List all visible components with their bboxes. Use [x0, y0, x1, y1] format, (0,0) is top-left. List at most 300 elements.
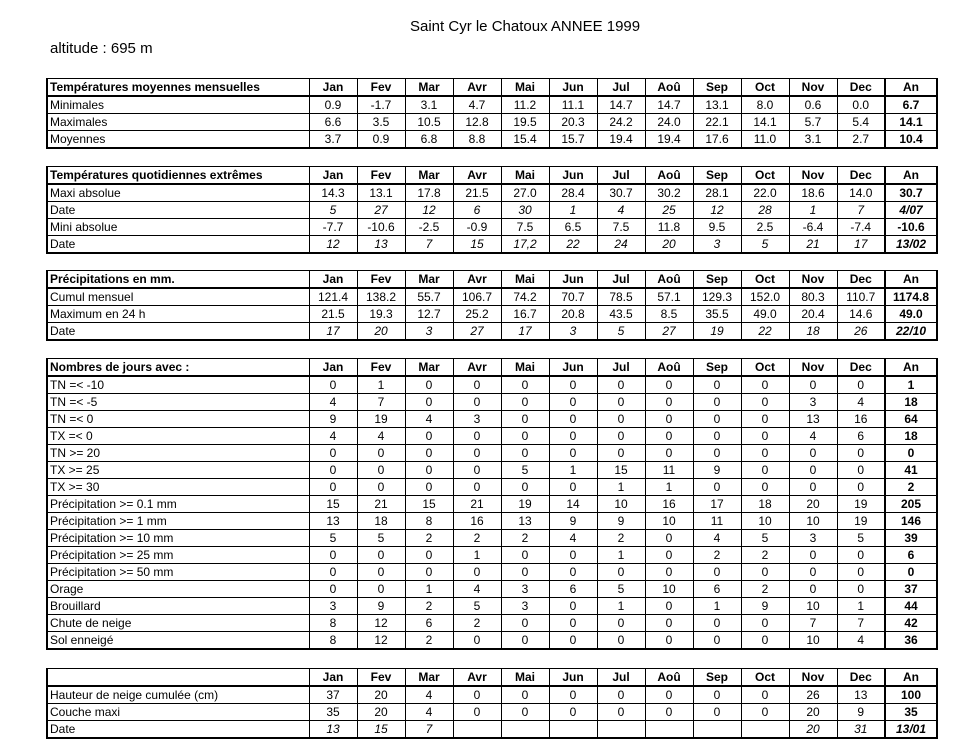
table-cell: 41 [885, 462, 937, 479]
table-cell: 78.5 [597, 288, 645, 306]
table-cell: 11 [693, 513, 741, 530]
column-header: Mai [501, 359, 549, 377]
table-cell: 0 [453, 479, 501, 496]
table-cell: 25 [645, 202, 693, 219]
table-cell: 0 [501, 479, 549, 496]
column-header: Mar [405, 359, 453, 377]
row-label: Maximum en 24 h [47, 306, 309, 323]
table-row [47, 513, 937, 530]
row-label: Chute de neige [47, 615, 309, 632]
table-cell: 0 [501, 428, 549, 445]
table-cell: 80.3 [789, 288, 837, 306]
table-cell: 4 [357, 428, 405, 445]
table-cell: 7 [405, 721, 453, 739]
table-cell: 22 [549, 236, 597, 254]
column-header: Mar [405, 167, 453, 185]
table-cell: 0 [309, 445, 357, 462]
table-row [47, 564, 937, 581]
column-header: Jun [549, 669, 597, 687]
table-cell: 9 [597, 513, 645, 530]
table-cell: 8 [309, 632, 357, 650]
table-header-row [47, 271, 937, 289]
table-cell: 0 [309, 547, 357, 564]
table-cell: 20 [357, 323, 405, 341]
table-cell: 20 [357, 686, 405, 704]
table-cell: 0 [549, 686, 597, 704]
table-cell: 13.1 [357, 184, 405, 202]
table-cell: 0 [693, 615, 741, 632]
table-cell: 0 [837, 376, 885, 394]
table-cell: 0.9 [309, 96, 357, 114]
column-header: Sep [693, 359, 741, 377]
table-cell: 5 [453, 598, 501, 615]
row-label: Date [47, 721, 309, 739]
table-cell: 17 [693, 496, 741, 513]
table-cell: 14.6 [837, 306, 885, 323]
table-cell: 64 [885, 411, 937, 428]
table-cell: 0 [693, 445, 741, 462]
table-cell: 0 [645, 411, 693, 428]
table-cell: 11.2 [501, 96, 549, 114]
table-cell: 16.7 [501, 306, 549, 323]
table-cell: 1 [885, 376, 937, 394]
table-cell: 35 [309, 704, 357, 721]
table-cell: 5 [309, 202, 357, 219]
table-cell: 0 [453, 632, 501, 650]
table-cell: 0 [789, 479, 837, 496]
table-cell: 2 [741, 547, 789, 564]
table-cell: 10 [645, 513, 693, 530]
table-cell: 18 [885, 428, 937, 445]
table-cell: 27 [357, 202, 405, 219]
column-header: Aoû [645, 669, 693, 687]
table-cell: 7 [837, 202, 885, 219]
table-cell: 5.7 [789, 114, 837, 131]
table-cell: 15.4 [501, 131, 549, 149]
table-cell: 1174.8 [885, 288, 937, 306]
table-cell: 26 [789, 686, 837, 704]
table-cell [597, 721, 645, 739]
table-cell: 0 [357, 564, 405, 581]
table-cell: 28.1 [693, 184, 741, 202]
table-cell: 21 [789, 236, 837, 254]
column-header: Fev [357, 669, 405, 687]
row-label: Date [47, 323, 309, 341]
table-cell: 6 [405, 615, 453, 632]
table-cell: 0 [741, 394, 789, 411]
table-row [47, 496, 937, 513]
table-cell: 19 [693, 323, 741, 341]
table-cell: 3 [405, 323, 453, 341]
table-cell: 12 [405, 202, 453, 219]
column-header: Fev [357, 359, 405, 377]
table-cell: 37 [309, 686, 357, 704]
column-header: Aoû [645, 271, 693, 289]
table-cell: 0 [501, 376, 549, 394]
table-cell: 0 [549, 564, 597, 581]
table-cell: 0 [453, 445, 501, 462]
table-cell: 0 [597, 376, 645, 394]
table-cell: 0 [453, 564, 501, 581]
table-cell: 1 [597, 598, 645, 615]
table-cell: 1 [693, 598, 741, 615]
table-cell: 0 [309, 462, 357, 479]
table-cell: 7 [405, 236, 453, 254]
table-cell: 138.2 [357, 288, 405, 306]
table-cell [645, 721, 693, 739]
table-cell: 11.8 [645, 219, 693, 236]
table-cell: 0 [693, 686, 741, 704]
table-cell: 0 [357, 581, 405, 598]
altitude-label: altitude : 695 m [50, 40, 153, 57]
table-cell: 3 [501, 581, 549, 598]
table-cell: 2 [405, 530, 453, 547]
table-cell: 26 [837, 323, 885, 341]
table-cell: 7 [789, 615, 837, 632]
table-cell: 14.1 [741, 114, 789, 131]
table-cell: 10 [789, 632, 837, 650]
page-title: Saint Cyr le Chatoux ANNEE 1999 [410, 18, 641, 35]
table-cell: 10 [789, 513, 837, 530]
table-cell: 17 [501, 323, 549, 341]
table-cell: 0 [741, 615, 789, 632]
table-cell: 0 [693, 428, 741, 445]
column-header: An [885, 359, 937, 377]
table-cell: 16 [645, 496, 693, 513]
section-title: Températures moyennes mensuelles [47, 79, 309, 97]
table-cell: 2 [405, 632, 453, 650]
row-label: Précipitation >= 1 mm [47, 513, 309, 530]
table-cell: 30.2 [645, 184, 693, 202]
table-cell: 20.4 [789, 306, 837, 323]
table-cell: 0 [741, 428, 789, 445]
row-label: TN =< -5 [47, 394, 309, 411]
table-row [47, 394, 937, 411]
table-cell: 0 [453, 394, 501, 411]
table-cell: 1 [549, 202, 597, 219]
row-label: Sol enneigé [47, 632, 309, 650]
table-cell: 0 [501, 547, 549, 564]
table-cell: 13/02 [885, 236, 937, 254]
table-cell: 5.4 [837, 114, 885, 131]
table-cell: 0 [741, 445, 789, 462]
table-header-row [47, 167, 937, 185]
table-cell: 3 [693, 236, 741, 254]
table-cell: 146 [885, 513, 937, 530]
table-cell: 0 [357, 547, 405, 564]
table-cell: 0 [309, 581, 357, 598]
table-cell: 0 [453, 704, 501, 721]
column-header: Fev [357, 79, 405, 97]
table-cell: -2.5 [405, 219, 453, 236]
table-cell: 0 [549, 394, 597, 411]
row-label: Précipitation >= 0.1 mm [47, 496, 309, 513]
row-label: TN =< -10 [47, 376, 309, 394]
table-cell: 2 [405, 598, 453, 615]
table-cell: 11.0 [741, 131, 789, 149]
table-cell: 0 [741, 479, 789, 496]
table-cell: 0 [597, 564, 645, 581]
table-cell: 0 [501, 564, 549, 581]
table-cell: 14.7 [645, 96, 693, 114]
table-row [47, 581, 937, 598]
section-title [47, 669, 309, 687]
table-cell: 0 [645, 445, 693, 462]
column-header: Nov [789, 359, 837, 377]
table-cell: 0 [501, 394, 549, 411]
table-cell: 13 [357, 236, 405, 254]
table-cell: 49.0 [885, 306, 937, 323]
table-row [47, 202, 937, 219]
table-cell: 15 [405, 496, 453, 513]
table-cell: 3.5 [357, 114, 405, 131]
table-row [47, 704, 937, 721]
table-cell: 0 [357, 445, 405, 462]
table-cell: 0 [405, 547, 453, 564]
table-row [47, 411, 937, 428]
table-cell: 70.7 [549, 288, 597, 306]
row-label: Moyennes [47, 131, 309, 149]
table-cell: 9 [741, 598, 789, 615]
table-cell: 13 [309, 513, 357, 530]
column-header: Nov [789, 271, 837, 289]
table-cell: 0 [597, 704, 645, 721]
table-cell: 12.7 [405, 306, 453, 323]
table-cell: 1 [405, 581, 453, 598]
column-header: Jan [309, 669, 357, 687]
table-cell: 4 [789, 428, 837, 445]
table-cell: 12 [357, 615, 405, 632]
table-cell: 18 [885, 394, 937, 411]
table-cell: 0 [549, 479, 597, 496]
table-cell: 22.0 [741, 184, 789, 202]
table-cell [693, 721, 741, 739]
table-row [47, 96, 937, 114]
table-cell: 18 [789, 323, 837, 341]
table-cell: 0 [645, 530, 693, 547]
column-header: Jan [309, 167, 357, 185]
table-cell: 3.1 [789, 131, 837, 149]
column-header: Jun [549, 271, 597, 289]
table-cell: 21.5 [309, 306, 357, 323]
table-cell: 12 [357, 632, 405, 650]
table-cell [549, 721, 597, 739]
table-cell: 15 [357, 721, 405, 739]
table-cell: 0 [645, 428, 693, 445]
table-cell: 44 [885, 598, 937, 615]
column-header: Aoû [645, 167, 693, 185]
table-cell: -7.7 [309, 219, 357, 236]
row-label: TX >= 30 [47, 479, 309, 496]
row-label: TX =< 0 [47, 428, 309, 445]
table-row [47, 445, 937, 462]
table-cell: 17.6 [693, 131, 741, 149]
table-cell: 8 [309, 615, 357, 632]
table-cell: 2 [453, 530, 501, 547]
column-header: Avr [453, 271, 501, 289]
row-label: TN =< 0 [47, 411, 309, 428]
table-cell: 129.3 [693, 288, 741, 306]
table-cell: 0 [789, 445, 837, 462]
table-cell: 0 [501, 704, 549, 721]
table-cell: 0 [741, 376, 789, 394]
table-cell: 27.0 [501, 184, 549, 202]
section-title: Températures quotidiennes extrêmes [47, 167, 309, 185]
table-cell: 0 [549, 704, 597, 721]
table-row [47, 306, 937, 323]
table-cell: 0 [549, 376, 597, 394]
table-cell: 2.7 [837, 131, 885, 149]
table-row [47, 598, 937, 615]
table-cell: 3 [501, 598, 549, 615]
table-cell: 2 [693, 547, 741, 564]
table-cell: 10 [597, 496, 645, 513]
table-cell: 0 [597, 632, 645, 650]
table-cell: 6.7 [885, 96, 937, 114]
table-cell: 0 [693, 479, 741, 496]
table-cell: 0 [741, 462, 789, 479]
table-cell: 1 [645, 479, 693, 496]
table-cell: 0 [693, 704, 741, 721]
table-cell: 4 [405, 411, 453, 428]
row-label: Date [47, 202, 309, 219]
table-cell: 0 [837, 445, 885, 462]
table-cell: 0.6 [789, 96, 837, 114]
table-row [47, 721, 937, 739]
table-cell: 1 [357, 376, 405, 394]
row-label: Brouillard [47, 598, 309, 615]
table-cell: 0 [405, 462, 453, 479]
table-cell: 11 [645, 462, 693, 479]
table-row [47, 288, 937, 306]
table-cell: 0 [693, 564, 741, 581]
table-cell: 3.7 [309, 131, 357, 149]
table-cell: -7.4 [837, 219, 885, 236]
table-header-row [47, 669, 937, 687]
table-cell: 3 [453, 411, 501, 428]
table-cell: 10.5 [405, 114, 453, 131]
section-table [46, 270, 938, 341]
table-cell: 0 [549, 598, 597, 615]
row-label: TX >= 25 [47, 462, 309, 479]
table-cell: 16 [837, 411, 885, 428]
table-cell: 0 [645, 376, 693, 394]
table-row [47, 131, 937, 149]
table-cell: 18.6 [789, 184, 837, 202]
column-header: Avr [453, 669, 501, 687]
table-cell: 17.8 [405, 184, 453, 202]
column-header: Dec [837, 79, 885, 97]
table-cell: 27 [645, 323, 693, 341]
table-cell: 0 [645, 704, 693, 721]
table-cell: 7 [357, 394, 405, 411]
table-cell: 1 [597, 479, 645, 496]
table-cell: 0 [741, 564, 789, 581]
table-cell: 3.1 [405, 96, 453, 114]
table-cell: 74.2 [501, 288, 549, 306]
table-cell: 0 [885, 445, 937, 462]
table-cell: 18 [357, 513, 405, 530]
section-title: Précipitations en mm. [47, 271, 309, 289]
column-header: Fev [357, 167, 405, 185]
table-cell: 19.5 [501, 114, 549, 131]
column-header: Dec [837, 359, 885, 377]
table-cell: 2 [501, 530, 549, 547]
table-cell: 5 [741, 530, 789, 547]
table-cell: 6 [549, 581, 597, 598]
column-header: An [885, 167, 937, 185]
table-cell: 0 [405, 564, 453, 581]
table-cell: 0.9 [357, 131, 405, 149]
table-cell: 121.4 [309, 288, 357, 306]
table-cell: 1 [597, 547, 645, 564]
table-cell: 31 [837, 721, 885, 739]
column-header: Jan [309, 359, 357, 377]
table-cell: 0 [789, 376, 837, 394]
table-cell: 4/07 [885, 202, 937, 219]
column-header: Mar [405, 669, 453, 687]
column-header: Jun [549, 359, 597, 377]
table-cell: -6.4 [789, 219, 837, 236]
table-cell: 0 [309, 479, 357, 496]
table-cell: 0 [501, 632, 549, 650]
table-cell: 22.1 [693, 114, 741, 131]
column-header: Sep [693, 79, 741, 97]
column-header: Dec [837, 167, 885, 185]
column-header: Mai [501, 271, 549, 289]
table-cell: 6 [837, 428, 885, 445]
table-cell: 0 [597, 686, 645, 704]
column-header: Sep [693, 167, 741, 185]
table-row [47, 114, 937, 131]
column-header: Nov [789, 79, 837, 97]
row-label: Hauteur de neige cumulée (cm) [47, 686, 309, 704]
table-header-row [47, 359, 937, 377]
table-row [47, 530, 937, 547]
table-cell: 0 [453, 462, 501, 479]
table-cell: 49.0 [741, 306, 789, 323]
table-cell: 3 [549, 323, 597, 341]
table-cell: 6 [453, 202, 501, 219]
table-cell: 10 [645, 581, 693, 598]
table-cell: 8.5 [645, 306, 693, 323]
table-cell: 28 [741, 202, 789, 219]
table-cell: 0 [837, 564, 885, 581]
table-cell: 0 [453, 686, 501, 704]
table-cell: 0 [597, 394, 645, 411]
table-cell: 9 [357, 598, 405, 615]
table-cell: 0 [549, 615, 597, 632]
table-cell: 1 [837, 598, 885, 615]
table-cell: 0 [789, 564, 837, 581]
table-cell: 17,2 [501, 236, 549, 254]
table-cell: 13 [837, 686, 885, 704]
table-cell: 21 [453, 496, 501, 513]
table-cell: 1 [453, 547, 501, 564]
table-cell: 0.0 [837, 96, 885, 114]
table-row [47, 632, 937, 650]
table-cell: 15.7 [549, 131, 597, 149]
table-cell: 0 [645, 632, 693, 650]
table-cell: 2 [741, 581, 789, 598]
table-cell: 0 [693, 376, 741, 394]
table-row [47, 323, 937, 341]
column-header: Jan [309, 79, 357, 97]
table-cell [453, 721, 501, 739]
table-cell: 0 [645, 394, 693, 411]
table-cell: 55.7 [405, 288, 453, 306]
table-cell: 35 [885, 704, 937, 721]
